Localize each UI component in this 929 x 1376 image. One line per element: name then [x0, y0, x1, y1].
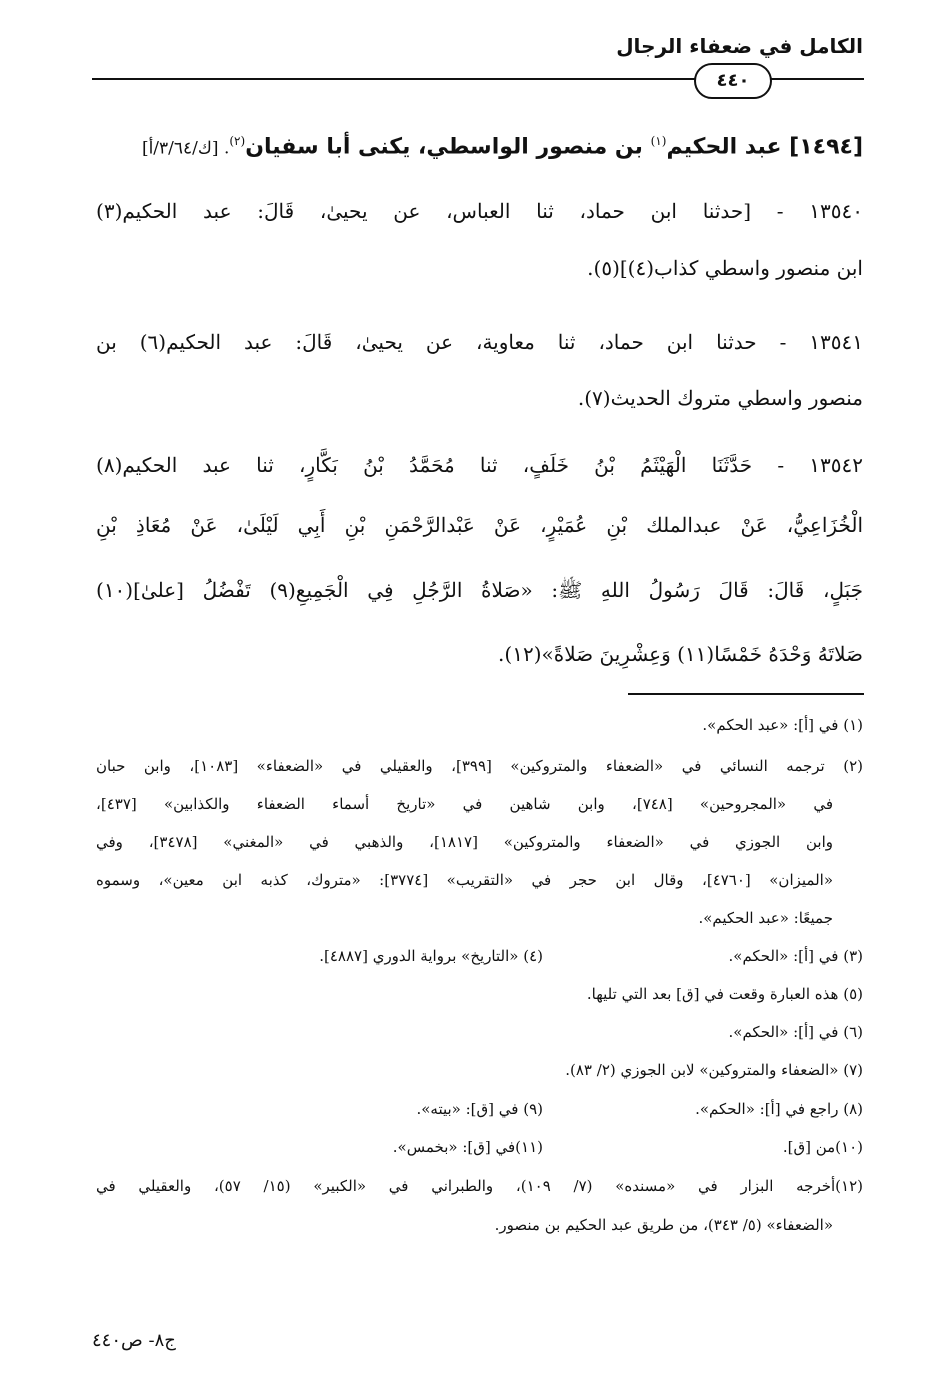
footnote-row [96, 1098, 863, 1120]
narration-line: جَبَلٍ، قَالَ: قَالَ رَسُولُ اللهِ ﷺ: «صَلاةُ الرَّجُلِ فِي الْجَمِيعِ(٩) تَفْضُلُ [علىٰ](١٠) [96, 578, 863, 602]
footnote: (٨) راجع في [أ]: «الحكم». [695, 1100, 863, 1118]
footnote: (٥) هذه العبارة وقعت في [ق] بعد التي تليها. [586, 985, 863, 1003]
narration-line: الْخُزَاعِيُّ، عَنْ عبدالملك بْنِ عُمَيْرٍ، عَنْ عَبْدالرَّحْمَنِ بْنِ أَبِي لَيْلَىٰ، عَنْ مُعَاذِ بْنِ [96, 513, 863, 537]
footnote-row [96, 945, 863, 967]
narration-line: ١٣٥٤١ - حدثنا ابن حماد، ثنا معاوية، عن يحيىٰ، قَالَ: عبد الحكيم(٦) بن [96, 330, 863, 354]
footnote: (٢) ترجمه النسائي في «الضعفاء والمتروكين» [٣٩٩]، والعقيلي في «الضعفاء» [١٠٨٣]، وابن حبان [96, 757, 863, 775]
narration-line: ١٣٥٤٠ - [حدثنا ابن حماد، ثنا العباس، عن يحيىٰ، قَالَ: عبد الحكيم(٣) [96, 199, 863, 223]
narration-line: منصور واسطي متروك الحديث(٧). [577, 386, 863, 410]
footnote: (٦) في [أ]: «الحكم». [728, 1023, 863, 1041]
footnote: جميعًا: «عبد الحكيم». [698, 909, 833, 927]
entry-heading-name: [١٤٩٤] عبد الحكيم [666, 134, 863, 160]
narration-line: ابن منصور واسطي كذاب(٤)](٥). [587, 256, 863, 280]
entry-heading [96, 134, 863, 159]
footnote-separator [628, 693, 864, 695]
narration-line: ١٣٥٤٢ - حَدَّثَنَا الْهَيْثَمُ بْنُ خَلَفٍ، ثنا مُحَمَّدُ بْنُ بَكَّارٍ، ثنا عبد الحكيم(٨) [96, 453, 863, 477]
footnote: (٤) «التاريخ» برواية الدوري [٤٨٨٧]. [319, 947, 543, 965]
footnote: في «المجروحين» [٧٤٨]، وابن شاهين في «تاريخ أسماء الضعفاء والكذابين» [٤٣٧]، [96, 795, 834, 813]
narration-line: صَلاتَهُ وَحْدَهُ خَمْسًا(١١) وَعِشْرِينَ صَلاةً»(١٢). [498, 642, 863, 666]
page-number-badge: ٤٤٠ [694, 63, 772, 99]
entry-heading-rest: بن منصور الواسطي، يكنى أبا سفيان [245, 134, 651, 160]
running-header-title: الكامل في ضعفاء الرجال [616, 34, 863, 58]
manuscript-ref: . [ك/٣/٦٤/أ] [141, 138, 230, 159]
footnote: وابن الجوزي في «الضعفاء والمتروكين» [١٨١٧]، والذهبي في «المغني» [٣٤٧٨]، وفي [96, 833, 833, 851]
footnote: «الميزان» [٤٧٦٠]، وقال ابن حجر في «التقريب» [٣٧٧٤]: «متروك، كذبه ابن معين»، وسموه [96, 871, 834, 889]
footnote: (٧) «الضعفاء والمتروكين» لابن الجوزي (٢/ ٨٣). [565, 1061, 863, 1079]
footnote: (١) في [أ]: «عبد الحكم». [702, 716, 863, 734]
footnote: (٩) في [ق]: «بيته». [416, 1100, 543, 1118]
page-footer-ref: ج٨- ص٤٤٠ [92, 1330, 176, 1351]
footnote-ref: (١) [650, 134, 667, 148]
footnote: (١٢)أخرجه البزار في «مسنده» (٧/ ١٠٩)، والطبراني في «الكبير» (١٥/ ٥٧)، والعقيلي في [96, 1177, 864, 1195]
footnote-ref: (٢) [229, 134, 246, 148]
footnote: (٣) في [أ]: «الحكم». [728, 947, 863, 965]
footnote: (١١)في [ق]: «بخمس». [392, 1138, 543, 1156]
footnote: (١٠)من [ق]. [782, 1138, 863, 1156]
footnote-row [96, 1136, 863, 1158]
footnote: «الضعفاء» (٥/ ٣٤٣)، من طريق عبد الحكيم بن منصور. [494, 1216, 833, 1234]
